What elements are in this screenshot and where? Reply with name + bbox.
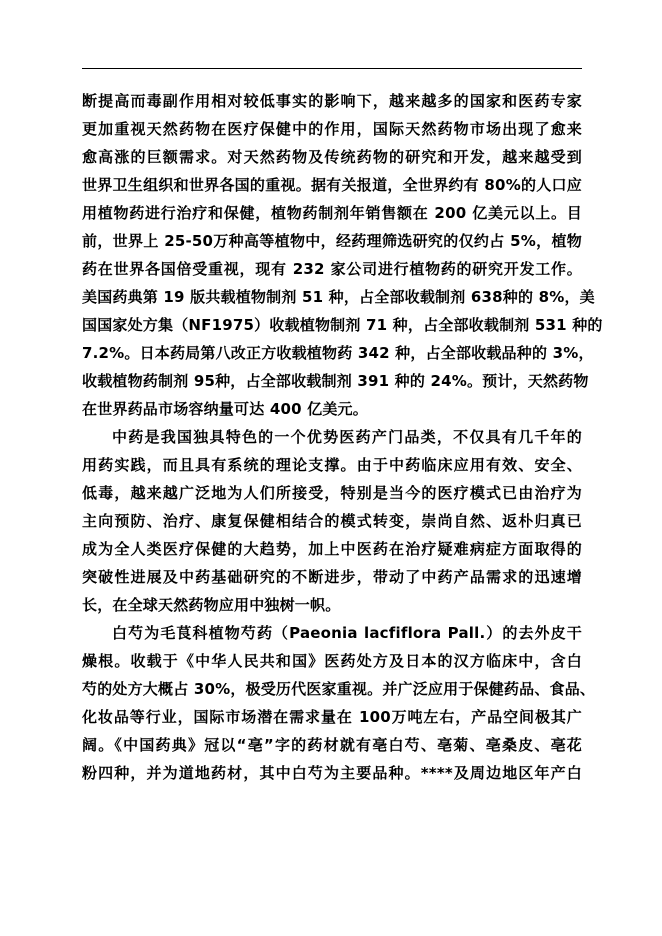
text-line: 世界卫生组织和世界各国的重视。据有关报道，全世界约有 80%的人口应 — [82, 176, 582, 194]
text-line: 前，世界上 25-50万种高等植物中，经药理筛选研究的仅约占 5%，植物 — [82, 232, 582, 250]
header-rule — [82, 68, 582, 69]
text-line: 美国药典第 19 版共载植物制剂 51 种，占全部收载制剂 638种的 8%，美 — [82, 288, 595, 306]
text-line: 芍的处方大概占 30%，极受历代医家重视。并广泛应用于保健药品、食品、 — [82, 680, 596, 698]
text-line: 燥根。收载于《中华人民共和国》医药处方及日本的汉方临床中，含白 — [82, 652, 582, 670]
text-line: 用药实践，而且具有系统的理论支撑。由于中药临床应用有效、安全、 — [82, 456, 582, 474]
text-line: 药在世界各国倍受重视，现有 232 家公司进行植物药的研究开发工作。 — [82, 260, 582, 278]
text-line: 阔。《中国药典》冠以“亳”字的药材就有亳白芍、亳菊、亳桑皮、亳花 — [82, 736, 582, 754]
document-body — [82, 87, 603, 787]
text-line: 愈高涨的巨额需求。对天然药物及传统药物的研究和开发，越来越受到 — [82, 148, 582, 166]
text-line: 7.2%。日本药局第八改正方收载植物药 342 种，占全部收载品种的 3%， — [82, 344, 594, 362]
paragraph-2 — [82, 423, 582, 619]
text-line: 粉四种，并为道地药材，其中白芍为主要品种。****及周边地区年产白 — [82, 764, 582, 782]
paragraph-3 — [82, 619, 596, 787]
text-line: 用植物药进行治疗和保健，植物药制剂年销售额在 200 亿美元以上。目 — [82, 204, 582, 222]
text-line: 更加重视天然药物在医疗保健中的作用，国际天然药物市场出现了愈来 — [82, 120, 582, 138]
text-line: 长，在全球天然药物应用中独树一帜。 — [82, 596, 341, 614]
text-line: 突破性进展及中药基础研究的不断进步，带动了中药产品需求的迅速增 — [82, 568, 582, 586]
text-line: 国国家处方集（NF1975）收载植物制剂 71 种，占全部收载制剂 531 种的 — [82, 316, 603, 334]
text-line: 在世界药品市场容纳量可达 400 亿美元。 — [82, 400, 368, 418]
text-line: 成为全人类医疗保健的大趋势，加上中医药在治疗疑难病症方面取得的 — [82, 540, 582, 558]
text-line: 低毒，越来越广泛地为人们所接受，特别是当今的医疗模式已由治疗为 — [82, 484, 582, 502]
text-line: 断提高而毒副作用相对较低事实的影响下，越来越多的国家和医药专家 — [82, 92, 582, 110]
text-line: 中药是我国独具特色的一个优势医药产门品类，不仅具有几千年的 — [112, 428, 582, 446]
text-line: 白芍为毛茛科植物芍药（Paeonia lacfiflora Pall.）的去外皮干 — [112, 624, 582, 642]
paragraph-1 — [82, 87, 603, 423]
text-line: 化妆品等行业，国际市场潜在需求量在 100万吨左右，产品空间极其广 — [82, 708, 582, 726]
text-line: 主向预防、治疗、康复保健相结合的模式转变，崇尚自然、返朴归真已 — [82, 512, 582, 530]
text-line: 收载植物药制剂 95种，占全部收载制剂 391 种的 24%。预计，天然药物 — [82, 372, 589, 390]
